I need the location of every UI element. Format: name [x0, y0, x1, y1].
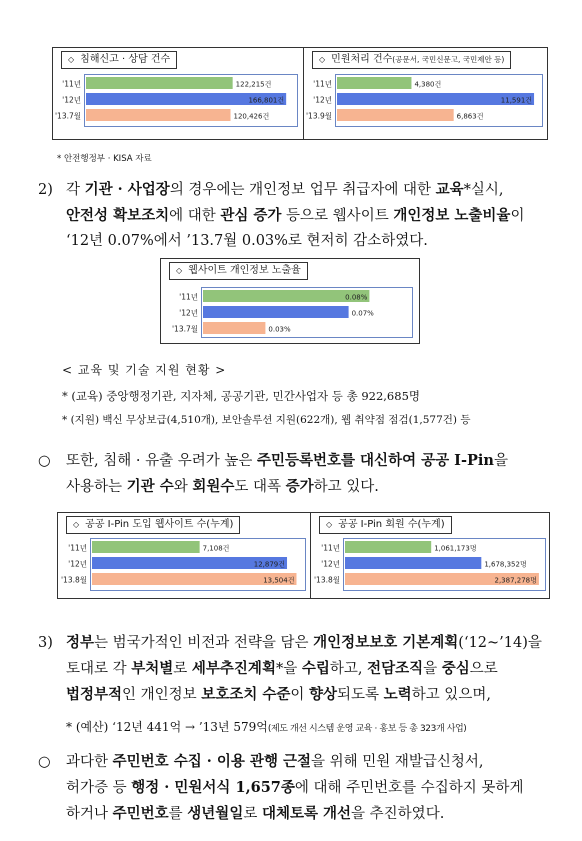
text-bold: 노력	[383, 686, 412, 703]
text: 는 범국가적인 비전과 전략을 담은	[94, 635, 314, 651]
bar	[203, 322, 265, 334]
text-bold: 전담조직	[367, 660, 424, 677]
category-label: '11년	[179, 292, 198, 302]
text-bold: 부처별	[131, 660, 174, 677]
text: 하고,	[329, 661, 368, 677]
paragraph-resident-number	[38, 749, 523, 827]
text-bold: 증가	[285, 478, 314, 495]
text: 또한, 침해 · 유출 우려가 높은	[66, 453, 257, 469]
bar-chart-ipin-members	[311, 538, 550, 591]
value-label: 2,387,278명	[494, 576, 537, 585]
budget-note-main: * (예산) ‘12년 441억 → ’13년 579억	[66, 720, 268, 734]
text: 허가증 등	[66, 780, 132, 796]
value-label: 0.07%	[351, 309, 374, 318]
text: 이	[510, 208, 525, 224]
text-bold: 법정부적	[66, 686, 123, 703]
panel-title	[61, 51, 177, 69]
value-label: 13,504건	[263, 576, 295, 585]
text: 토대로 각	[66, 661, 132, 677]
bar	[203, 306, 349, 318]
text: ‘12년 0.07%에서 ’13.7월 0.03%로 현저히 감소하였다.	[66, 233, 428, 249]
text: 을 위해 민원 재발급신청서,	[311, 754, 484, 770]
bar	[337, 77, 411, 89]
text-bold: 보호조치 수준	[201, 686, 291, 703]
text: 하고 있으며,	[411, 687, 491, 703]
text-bold: 행정 · 민원서식 1,657종	[131, 779, 295, 796]
value-label: 0.03%	[268, 325, 291, 334]
edu-item-education: * (교육) 중앙행정기관, 지자체, 공공기관, 민간사업자 등 총 922,685명	[62, 389, 420, 403]
bar	[337, 109, 454, 121]
text: 각	[66, 182, 85, 198]
text-bold: 개인정보 노출비율	[393, 207, 511, 224]
value-label: 166,801건	[248, 96, 285, 105]
panel-title	[319, 516, 452, 534]
diamond-icon: ◇	[73, 520, 80, 529]
text: 에 대해 주민번호를 수집하지 못하게	[294, 780, 524, 796]
paragraph-2	[38, 177, 524, 254]
bar-chart-incident-reports	[53, 74, 303, 127]
text: *을	[275, 661, 302, 677]
bar	[345, 557, 481, 569]
text: 등으로 웹사이트	[281, 208, 394, 224]
text: 을	[423, 661, 442, 677]
bar	[86, 77, 233, 89]
category-label: '12년	[313, 95, 332, 105]
category-label: '12년	[68, 559, 87, 569]
text: 도 대폭	[234, 479, 286, 495]
text: 의 경우에는 개인정보 업무 취급자에 대한	[169, 182, 436, 198]
text-bold: 회원수	[192, 478, 235, 495]
text-bold: 주민등록번호를 대신하여 공공 I-Pin	[256, 452, 494, 469]
paragraph-ipin	[38, 448, 508, 500]
text-bold: 기관 · 사업장	[84, 181, 170, 198]
diamond-icon: ◇	[326, 520, 333, 529]
text: 을	[493, 453, 508, 469]
category-label: '13.7월	[171, 324, 198, 334]
category-label: '13.7월	[54, 111, 81, 121]
bar	[86, 109, 231, 121]
text-bold: 세부추진계획	[191, 660, 276, 677]
panel-title	[169, 262, 308, 280]
chart-panel-ipin-sites	[58, 513, 310, 598]
text: 로	[173, 661, 192, 677]
text: 으로	[469, 661, 498, 677]
bullet-icon: ○	[38, 754, 51, 770]
text: *실시,	[463, 182, 504, 198]
bar-chart-ipin-sites	[58, 538, 310, 591]
value-label: 0.08%	[345, 293, 368, 302]
value-label: 122,215건	[235, 80, 272, 89]
text-bold: 관심 증가	[220, 207, 282, 224]
category-label: '12년	[321, 559, 340, 569]
text: 와	[173, 479, 193, 495]
text: 이	[290, 687, 310, 703]
budget-note-detail: (제도 개선 시스템 운영 교육 · 홍보 등 총 323개 사업)	[267, 724, 467, 734]
paragraph-3	[38, 630, 542, 708]
panel-title	[66, 516, 240, 534]
value-label: 1,061,173명	[434, 544, 477, 553]
category-label: '11년	[62, 79, 81, 89]
text: 에 대한	[169, 208, 221, 224]
panel-title-text: 공공 I-Pin 도입 웹사이트 수(누계)	[85, 519, 234, 530]
panel-title-text: 침해신고 · 상담 건수	[80, 54, 171, 65]
bar	[92, 541, 200, 553]
category-label: '11년	[313, 79, 332, 89]
value-label: 11,591건	[500, 96, 533, 105]
text-bold: 개인정보보호 기본계획	[313, 634, 459, 651]
text-bold: 주민번호	[112, 805, 169, 822]
text-bold: 정부	[66, 634, 95, 651]
chart-panel-web-exposure	[160, 258, 420, 344]
bar	[345, 541, 431, 553]
text: 를	[168, 806, 188, 822]
text: 하거나	[66, 806, 113, 822]
value-label: 12,879건	[253, 560, 286, 569]
text-bold: 교육	[435, 181, 464, 198]
diamond-icon: ◇	[319, 55, 326, 64]
panel-title-text: 공공 I-Pin 회원 수(누계)	[338, 519, 445, 530]
text-bold: 수립	[301, 660, 330, 677]
paragraph-number: 3)	[38, 635, 53, 651]
diamond-icon: ◇	[176, 266, 183, 275]
text: (‘12~’14)을	[458, 635, 542, 651]
value-label: 1,678,352명	[484, 560, 527, 569]
text: 과다한	[66, 754, 113, 770]
diamond-icon: ◇	[68, 55, 75, 64]
text-bold: 대체토록 개선	[261, 805, 352, 822]
text: 되도록	[337, 687, 384, 703]
text: 하고 있다.	[313, 479, 379, 495]
category-label: '12년	[179, 308, 198, 318]
budget-note	[66, 718, 466, 735]
text-bold: 안전성 확보조치	[66, 207, 170, 224]
source-note: * 안전행정부 · KISA 자료	[57, 154, 152, 164]
edu-heading: < 교육 및 기술 지원 현황 >	[62, 363, 227, 377]
value-label: 7,108건	[202, 544, 230, 553]
chart-panel-incident-reports	[53, 48, 303, 139]
value-label: 6,863건	[456, 112, 484, 121]
panel-title-sub: (공문서, 국민신문고, 국민제안 등)	[392, 55, 505, 64]
category-label: '13.8월	[60, 575, 87, 585]
panel-title-text: 민원처리 건수	[331, 54, 393, 65]
value-label: 120,426건	[233, 112, 270, 121]
bar-chart-complaints	[304, 74, 548, 127]
text: 로	[243, 806, 262, 822]
category-label: '12년	[62, 95, 81, 105]
paragraph-number: 2)	[38, 182, 53, 198]
category-label: '13.9월	[305, 111, 332, 121]
text-bold: 주민번호 수집 · 이용 관행 근절	[112, 753, 312, 770]
bullet-icon: ○	[38, 453, 51, 469]
text: 사용하는	[66, 479, 127, 495]
chart-panel-complaints	[303, 48, 548, 139]
category-label: '11년	[68, 543, 87, 553]
bar-chart-web-exposure	[161, 287, 419, 338]
text-bold: 생년월일	[187, 805, 244, 822]
chart-panel-row-2	[57, 512, 550, 599]
panel-title	[312, 51, 511, 69]
text-bold: 기관 수	[126, 478, 174, 495]
panel-title-text: 웹사이트 개인정보 노출율	[188, 265, 301, 276]
text-bold: 중심	[441, 660, 470, 677]
chart-panel-row-1	[52, 47, 548, 140]
value-label: 4,380건	[414, 80, 442, 89]
edu-item-support: * (지원) 백신 무상보급(4,510개), 보안솔루션 지원(622개), 웹 취약점 점검(1,577건) 등	[62, 414, 471, 426]
category-label: '13.8월	[313, 575, 340, 585]
text: 을 추진하였다.	[351, 806, 445, 822]
text-bold: 향상	[309, 686, 338, 703]
text: 인 개인정보	[122, 687, 202, 703]
category-label: '11년	[321, 543, 340, 553]
chart-panel-ipin-members	[310, 513, 550, 598]
